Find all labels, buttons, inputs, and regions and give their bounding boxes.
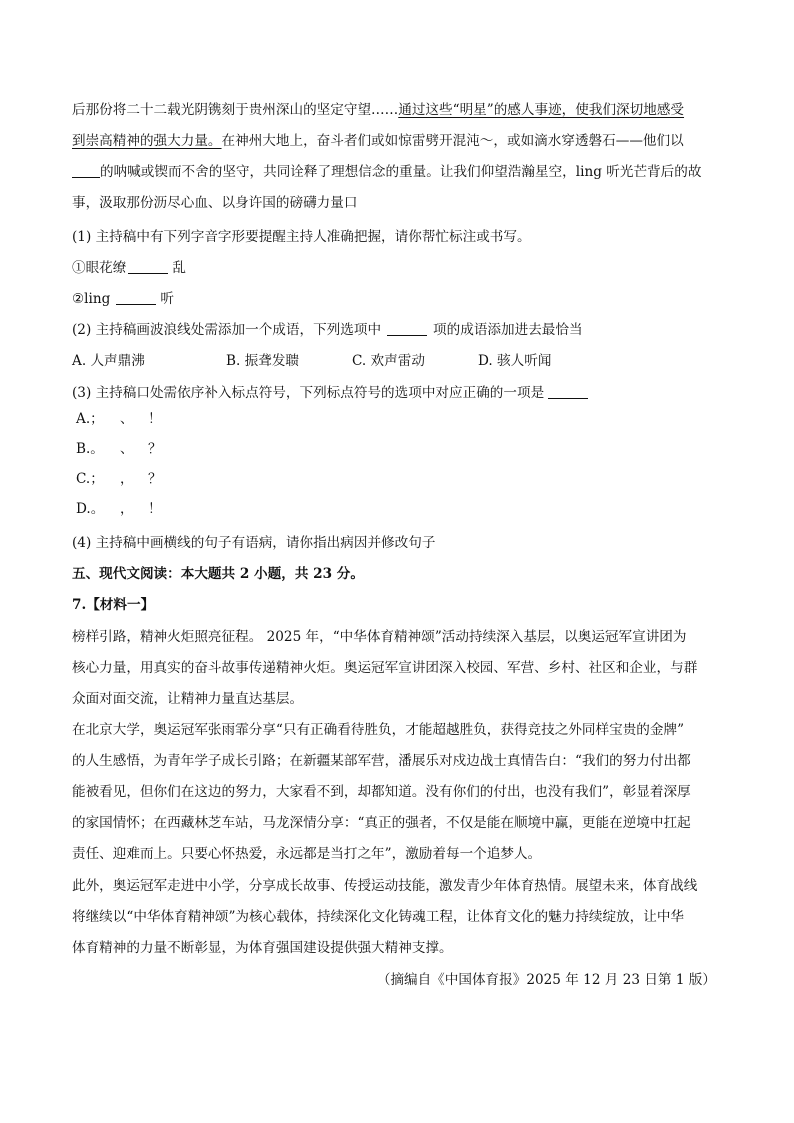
question-2-option-a: A. 人声鼎沸	[72, 353, 145, 369]
material-paragraph-3-line: 将继续以“中华体育精神颂”为核心载体，持续深化文化铸魂工程，让体育文化的魅力持续绽放，让中华	[72, 909, 685, 925]
question-3-stem: (3) 主持稿口处需依序补入标点符号，下列标点符号的选项中对应正确的一项是	[72, 383, 588, 403]
question-2-stem: (2) 主持稿画波浪线处需添加一个成语，下列选项中 项的成语添加进去最恰当	[72, 322, 583, 338]
question-3-option-b-mark-2: 、	[120, 441, 134, 457]
passage-text: 后那份将二十二载光阴镌刻于贵州深山的坚定守望……	[72, 102, 399, 118]
passage-line-4	[72, 193, 357, 213]
question-3-option-d: D.。	[76, 501, 105, 517]
question-3-option-c-mark-3: ？	[148, 471, 162, 487]
wavy-blank	[72, 163, 100, 178]
passage-text: 事，汲取那份沥尽心血、以身许国的磅礴力量口	[72, 195, 358, 211]
question-3-option-d-mark-2: ，	[120, 501, 134, 517]
question-3-option-a: A.；	[76, 411, 104, 427]
question-2-option-b: B. 振聋发聩	[226, 353, 300, 369]
material-paragraph-2-line: 的家国情怀；在西藏林芝车站，马龙深情分享：“真正的强者，不仅是能在顺境中赢，更能在逆境中扛起	[72, 815, 691, 831]
material-paragraph-2-line: 责任、迎难而上。只要心怀热爱，永远都是当打之年”，激励着每一个追梦人。	[72, 846, 542, 862]
question-3-option-b: B.。	[76, 441, 104, 457]
answer-blank[interactable]	[387, 321, 427, 336]
question-3-option-d-mark-3: ！	[148, 501, 162, 517]
passage-text: 在神州大地上，奋斗者们或如惊雷劈开混沌～，或如滴水穿透磐石——他们以	[221, 133, 684, 149]
source-citation: （摘编自《中国体育报》2025 年 12 月 23 日第 1 版）	[376, 972, 716, 988]
passage-line-1	[72, 100, 684, 120]
question-2-option-c: C. 欢声雷动	[352, 353, 425, 369]
material-paragraph-3-line: 此外，奥运冠军走进中小学，分享成长故事、传授运动技能，激发青少年体育热情。展望未来，体育战线	[72, 878, 698, 894]
underlined-sentence: 通过这些“明星”的感人事迹，使我们深切地感受	[398, 102, 685, 118]
question-7-header: 7.【材料一】	[72, 597, 155, 613]
section-5-title: 五、现代文阅读：本大题共 2 小题，共 23 分。	[72, 566, 364, 582]
question-3-option-a-mark-3: ！	[148, 411, 162, 427]
question-3-option-a-mark-2: 、	[120, 411, 134, 427]
answer-blank[interactable]	[548, 384, 588, 399]
question-1-item-1: ①眼花缭 乱	[72, 260, 186, 276]
material-paragraph-3-line: 体育精神的力量不断彰显，为体育强国建设提供强大精神支撑。	[72, 940, 453, 956]
material-paragraph-1-line: 核心力量，用真实的奋斗故事传递精神火炬。奥运冠军宣讲团深入校园、军营、乡村、社区和企业，与群	[72, 660, 698, 676]
material-paragraph-1-line: 众面对面交流，让精神力量直达基层。	[72, 691, 304, 707]
passage-line-2	[72, 131, 684, 151]
question-1-item-2: ②ling 听	[72, 291, 174, 307]
underlined-sentence-end: 到崇高精神的强大力量。	[72, 133, 222, 149]
question-1-stem: (1) 主持稿中有下列字音字形要提醒主持人准确把握，请你帮忙标注或书写。	[72, 229, 531, 245]
question-2-option-d: D. 骇人听闻	[478, 353, 552, 369]
material-paragraph-1-line: 榜样引路，精神火炬照亮征程。 2025 年，“中华体育精神颂”活动持续深入基层，以奥运冠军宣讲团为	[72, 629, 687, 645]
question-3-option-c-mark-2: ，	[120, 471, 134, 487]
material-paragraph-2-line: 的人生感悟，为青年学子成长引路；在新疆某部军营，潘展乐对戍边战士真情告白：“我们的努力付出都	[72, 753, 691, 769]
material-paragraph-2-line: 在北京大学，奥运冠军张雨霏分享“只有正确看待胜负，才能超越胜负，获得竞技之外同样宝贵的金牌”	[72, 722, 685, 738]
material-paragraph-2-line: 能被看见，但你们在这边的努力，大家看不到，却都知道。没有你们的付出，也没有我们”，彰显着深厚	[72, 784, 691, 800]
passage-line-3	[72, 162, 701, 182]
question-3-option-c: C.；	[76, 471, 104, 487]
passage-text: 的呐喊或锲而不舍的坚守，共同诠释了理想信念的重量。让我们仰望浩瀚星空，ling 听光芒背后的故	[100, 164, 702, 180]
question-3-option-b-mark-3: ？	[148, 441, 162, 457]
question-4-stem: (4) 主持稿中画横线的句子有语病，请你指出病因并修改句子	[72, 535, 436, 551]
answer-blank[interactable]	[116, 290, 156, 305]
answer-blank[interactable]	[128, 259, 168, 274]
